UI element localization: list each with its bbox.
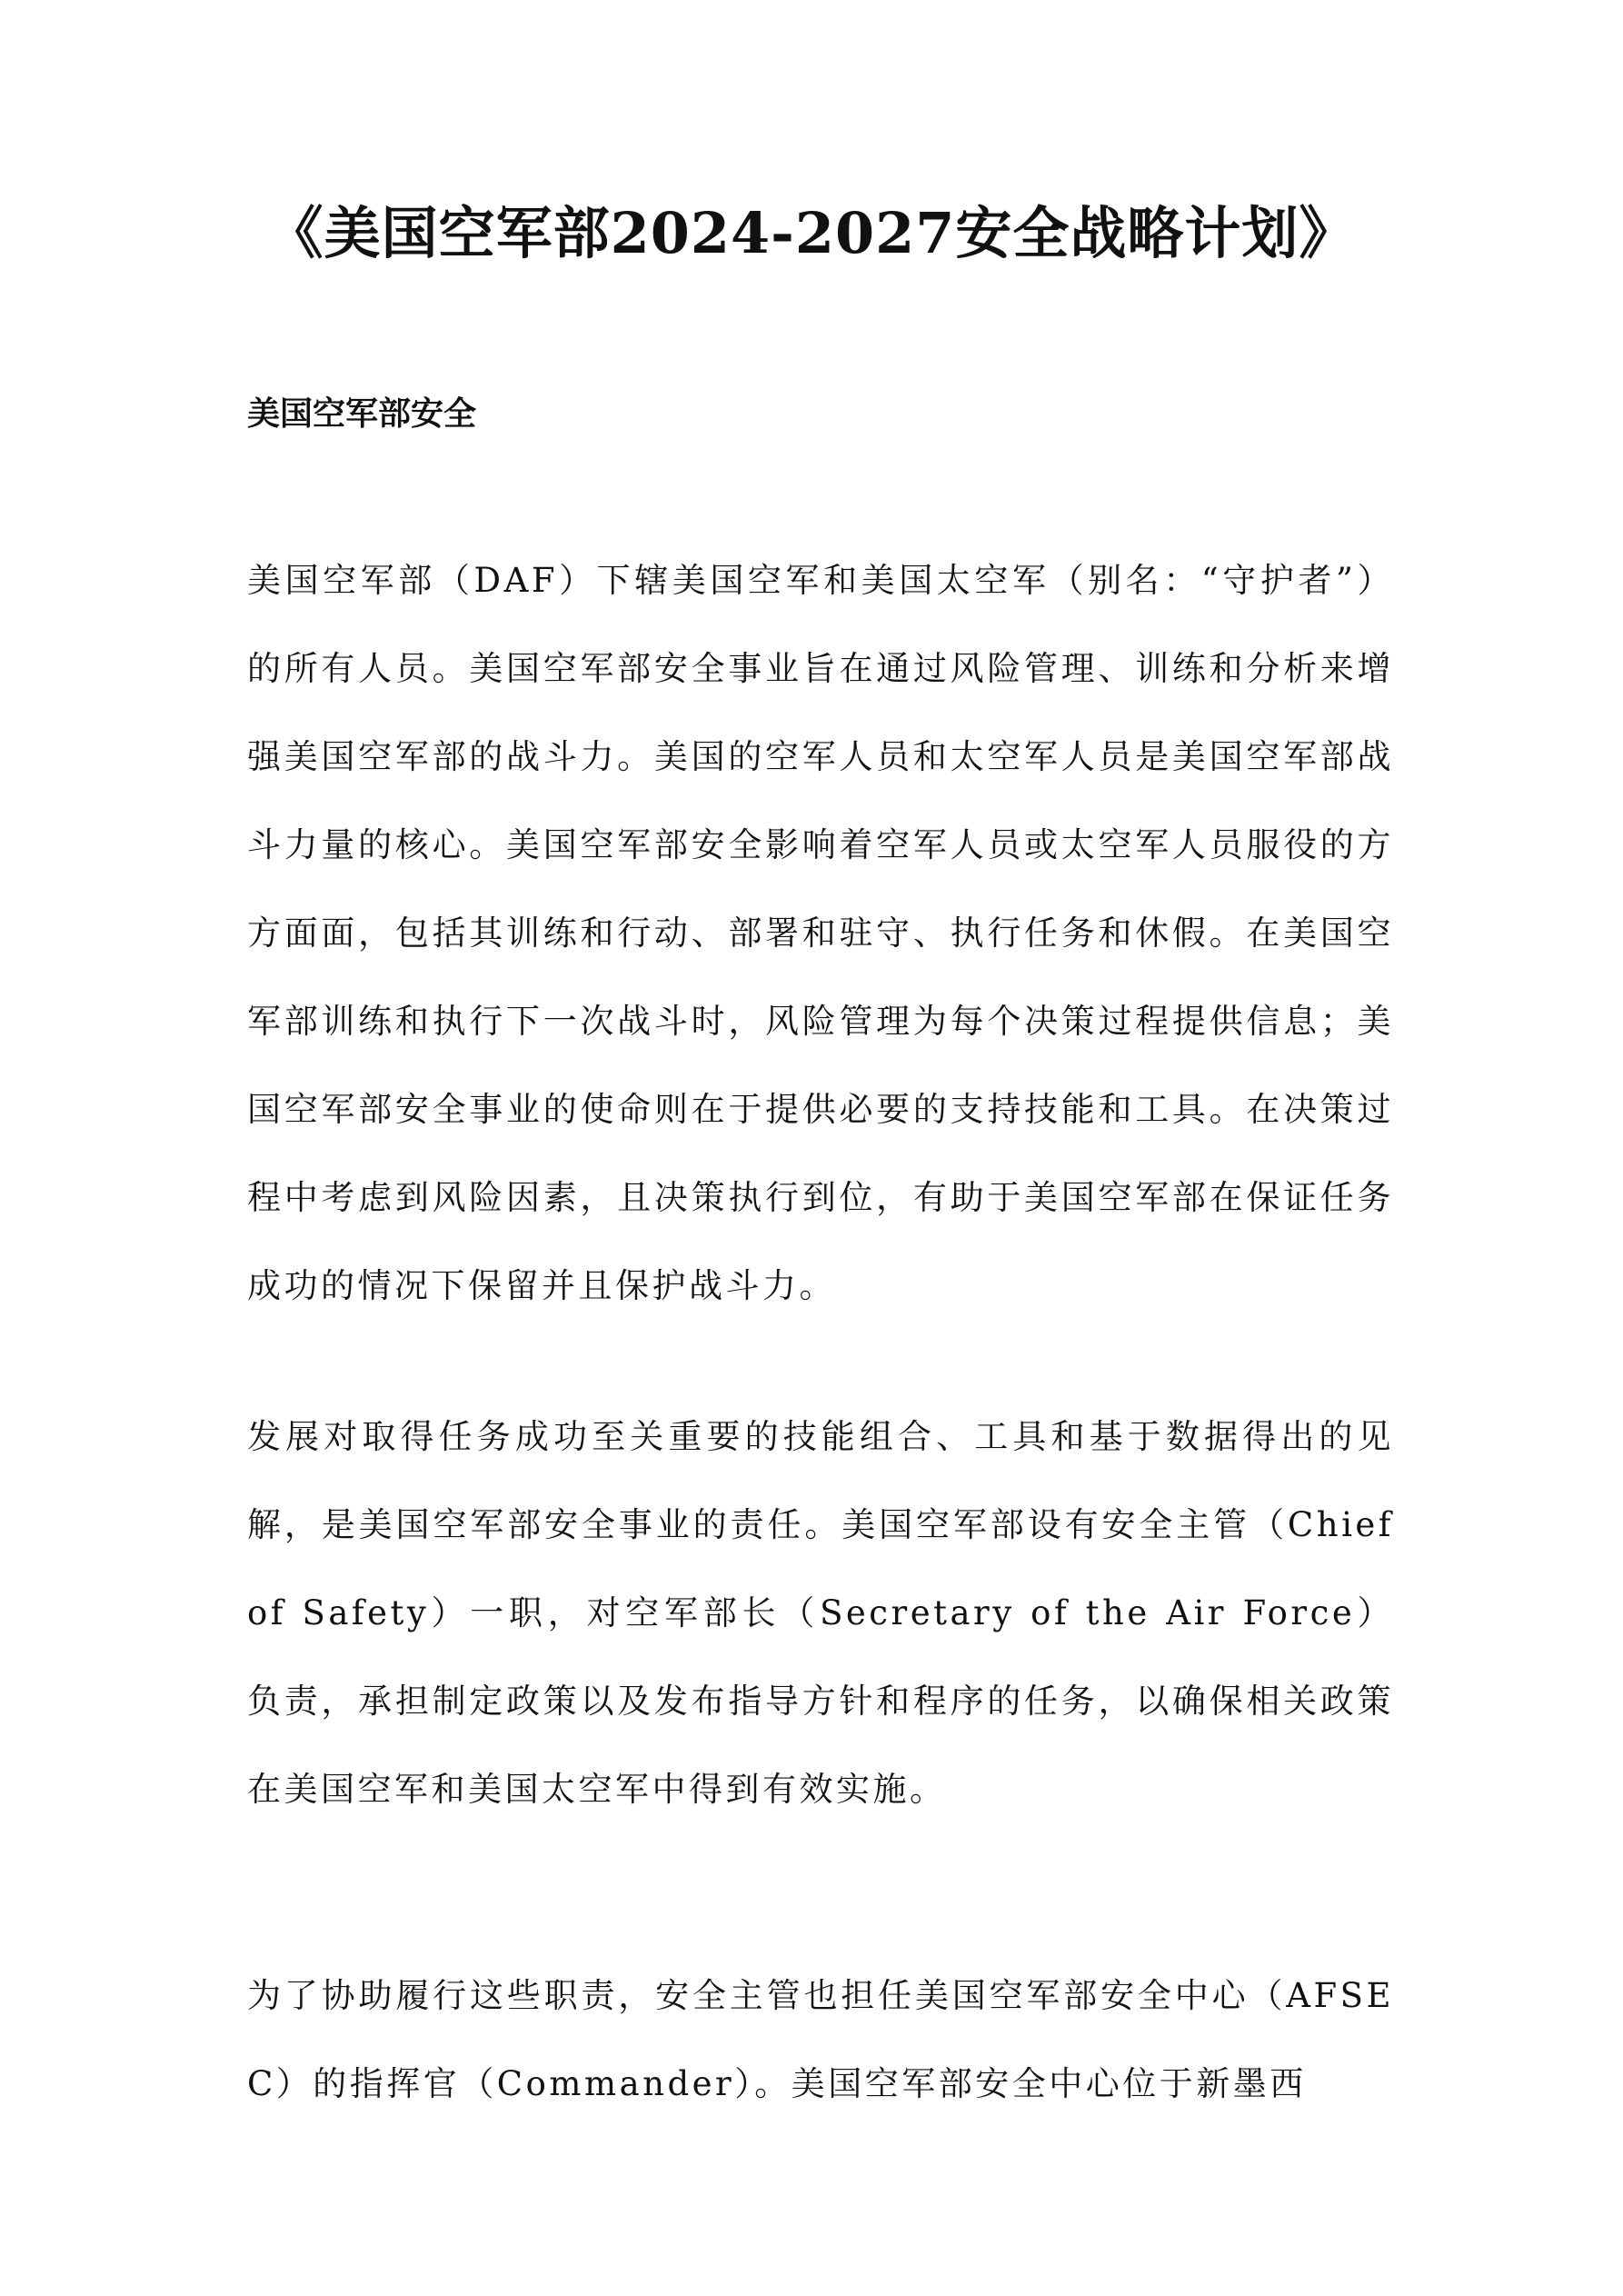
document-title: 《美国空军部2024-2027安全战略计划》 (266, 200, 1357, 266)
body-paragraph: 发展对取得任务成功至关重要的技能组合、工具和基于数据得出的见解，是美国空军部安全事业的责任。美国空军部设有安全主管（Chief of Safety）一职，对空军部长（Secretary of the Air Force）负责，承担制定政策以及发布指导方针和程序的任务，以确保相关政策在美国空军和美国太空军中得到有效实施。 (247, 1417, 1394, 1809)
body-paragraph: 美国空军部（DAF）下辖美国空军和美国太空军（别名：“守护者”）的所有人员。美国空军部安全事业旨在通过风险管理、训练和分析来增强美国空军部的战斗力。美国的空军人员和太空军人员是美国空军部战斗力量的核心。美国空军部安全影响着空军人员或太空军人员服役的方方面面，包括其训练和行动、部署和驻守、执行任务和休假。在美国空军部训练和执行下一次战斗时，风险管理为每个决策过程提供信息；美国空军部安全事业的使命则在于提供必要的支持技能和工具。在决策过程中考虑到风险因素，且决策执行到位，有助于美国空军部在保证任务成功的情况下保留并且保护战斗力。 (247, 561, 1394, 1305)
section-heading: 美国空军部安全 (247, 395, 477, 433)
body-paragraph: 为了协助履行这些职责，安全主管也担任美国空军部安全中心（AFSEC）的指挥官（Commander）。美国空军部安全中心位于新墨西 (247, 1976, 1394, 2103)
